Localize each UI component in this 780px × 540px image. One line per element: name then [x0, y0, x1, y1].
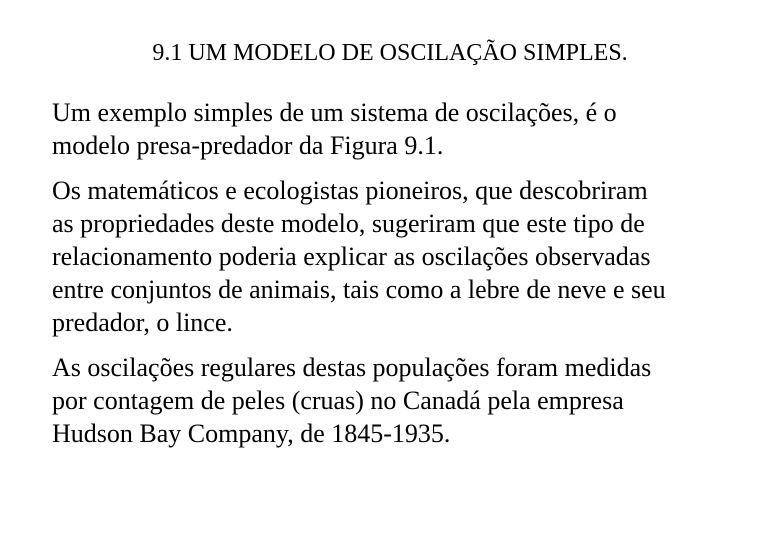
text-line: as propriedades deste modelo, sugeriram que este tipo de: [52, 209, 645, 238]
slide-body: [52, 96, 752, 462]
paragraph-1: [52, 96, 752, 162]
text-line: por contagem de peles (cruas) no Canadá pela empresa: [52, 386, 624, 415]
text-line: predador, o lince.: [52, 308, 233, 337]
text-line: entre conjuntos de animais, tais como a lebre de neve e seu: [52, 275, 666, 304]
text-line: As oscilações regulares destas populações foram medidas: [52, 353, 652, 382]
paragraph-3: [52, 351, 752, 450]
text-line: modelo presa-predador da Figura 9.1.: [52, 131, 444, 160]
text-line: Os matemáticos e ecologistas pioneiros, que descobriram: [52, 176, 648, 205]
page-title: 9.1 UM MODELO DE OSCILAÇÃO SIMPLES.: [152, 40, 628, 66]
text-line: relacionamento poderia explicar as oscilações observadas: [52, 242, 651, 271]
paragraph-2: [52, 174, 752, 339]
text-line: Hudson Bay Company, de 1845-1935.: [52, 419, 451, 448]
text-line: Um exemplo simples de um sistema de oscilações, é o: [52, 98, 617, 127]
